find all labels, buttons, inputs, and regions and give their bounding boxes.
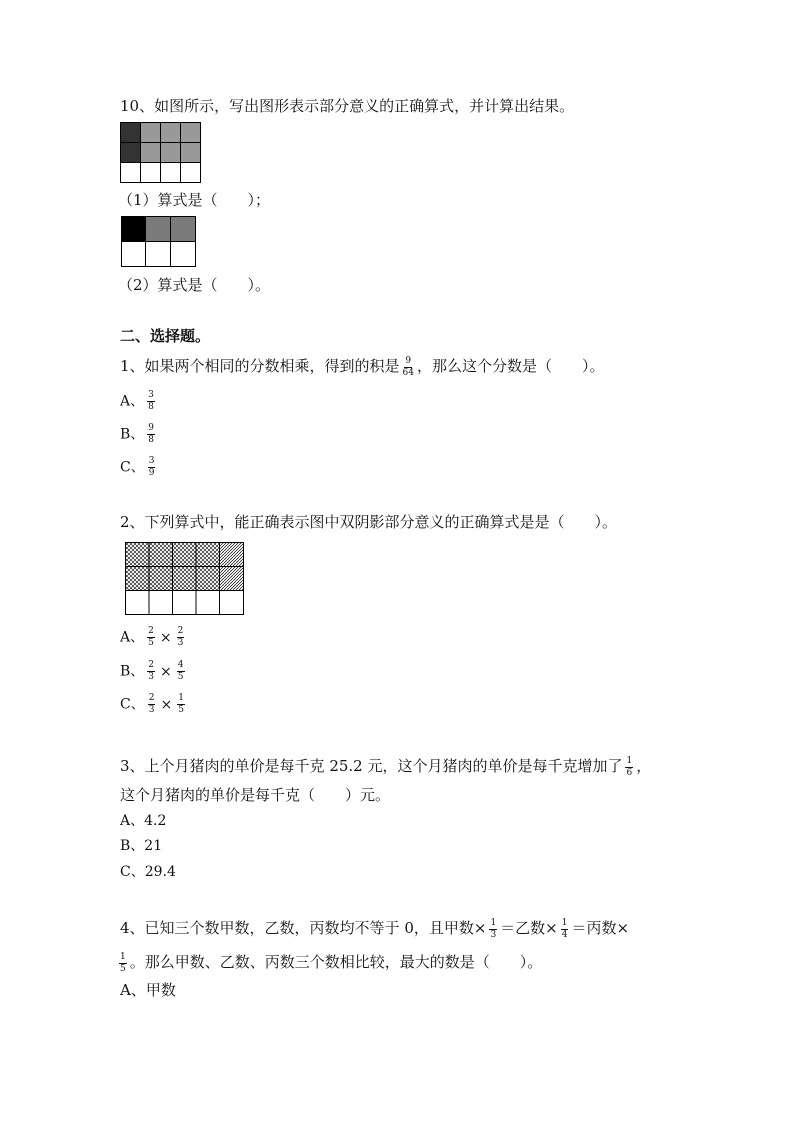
q3-stem-line2: 这个月猪肉的单价是每千克（ ）元。	[120, 786, 391, 804]
q1-stem: 1、如果两个相同的分数相乘，得到的积是 $\frac{9}{64}$ ，那么这个分数是（ ）。	[120, 355, 605, 378]
q2-figure	[125, 542, 245, 615]
q2-stem: 2、下列算式中，能正确表示图中双阴影部分意义的正确算式是是（ ）。	[120, 513, 618, 531]
q4-stem-line2: $\frac{1}{5}$ 。那么甲数、乙数、丙数三个数相比较，最大的数是（ ）。	[120, 951, 543, 974]
q3-option-b[interactable]: B、21	[120, 838, 163, 854]
q4-option-a[interactable]: A、甲数	[120, 981, 176, 999]
q3-stem-line1: 3、上个月猪肉的单价是每千克 25.2 元，这个月猪肉的单价是每千克增加了 $\frac{1}{6}$ ，	[120, 755, 652, 778]
q3-option-a[interactable]: A、4.2	[120, 813, 167, 829]
q1-option-a[interactable]: A、 $\frac{3}{8}$	[120, 390, 154, 412]
q3-fraction: $\frac{1}{6}$	[626, 755, 633, 778]
q10-figure-2	[121, 216, 196, 267]
q10-figure-1	[120, 122, 201, 183]
q4-stem-line1: 4、已知三个数甲数，乙数，丙数均不等于 0，且甲数× $\frac{1}{3}$ ＝乙数× $\frac{1}{4}$ ＝丙数×	[120, 917, 630, 940]
q1-option-b[interactable]: B、 $\frac{9}{8}$	[120, 423, 155, 445]
q10-title: 10、如图所示，写出图形表示部分意义的正确算式，并计算出结果。	[120, 97, 575, 115]
section-heading: 二、选择题。	[120, 327, 211, 345]
q2-option-b[interactable]: B、 $\frac{2}{3}$ × $\frac{4}{5}$	[120, 660, 184, 682]
q10-sub1: （1）算式是（ ）；	[118, 191, 271, 209]
q10-sub2: （2）算式是（ ）。	[118, 276, 271, 294]
q2-option-c[interactable]: C、 $\frac{2}{3}$ × $\frac{1}{5}$	[120, 693, 184, 715]
q3-option-c[interactable]: C、29.4	[120, 864, 176, 880]
q2-option-a[interactable]: A、 $\frac{2}{5}$ × $\frac{2}{3}$	[120, 626, 184, 648]
q1-option-c[interactable]: C、 $\frac{3}{9}$	[120, 456, 155, 478]
q1-fraction: $\frac{9}{64}$	[402, 355, 414, 378]
